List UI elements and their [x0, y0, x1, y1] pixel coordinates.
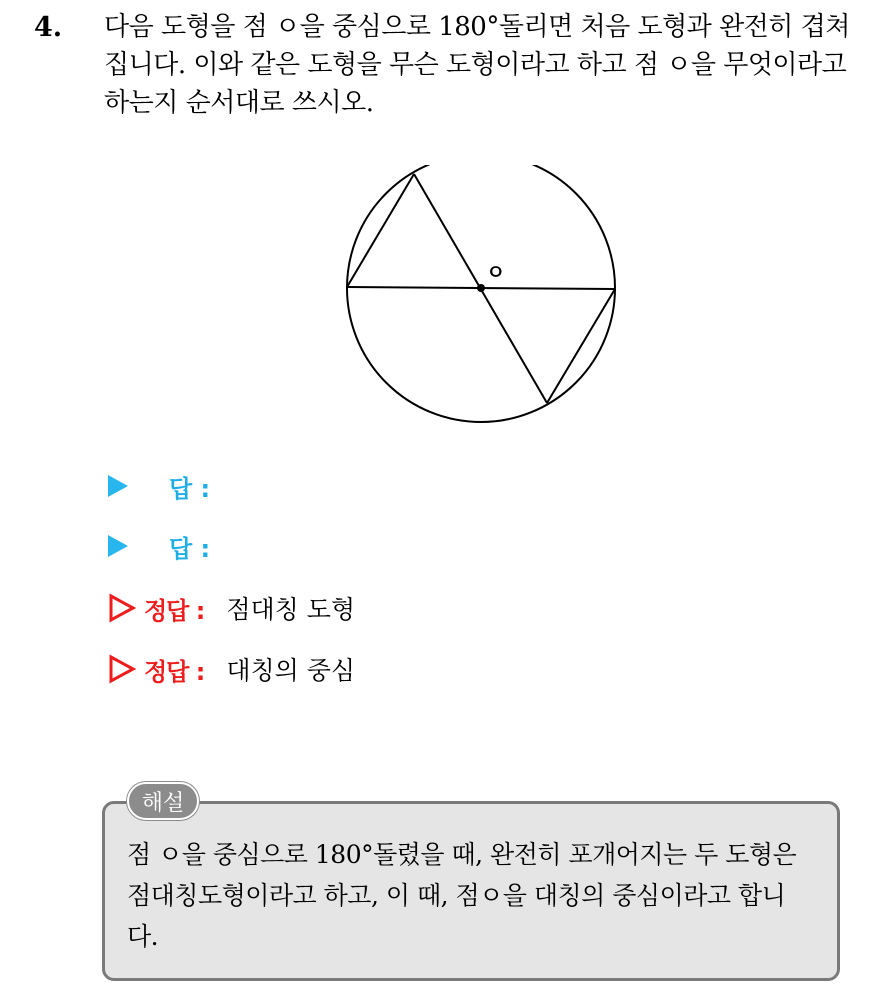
upper-triangle-left-side — [347, 174, 414, 287]
answer-marker-icon — [108, 475, 128, 497]
point-symmetry-figure — [340, 165, 625, 430]
correct-answer-value: 점대칭 도형 — [226, 595, 356, 624]
answer-label: 답 : — [169, 474, 211, 503]
correct-answer-label: 정답 : — [144, 596, 205, 625]
answer-marker-icon — [108, 535, 128, 557]
lower-triangle-right-side — [547, 289, 615, 403]
correct-marker-icon — [108, 593, 136, 623]
correct-answer-row — [108, 592, 355, 624]
center-label: ㅇ — [486, 260, 506, 284]
explanation-text: 점 ㅇ을 중심으로 180°돌렸을 때, 완전히 포개어지는 두 도형은 점대칭도형이라고 하고, 이 때, 점ㅇ을 대칭의 중심이라고 합니 다. — [127, 840, 797, 951]
circle — [347, 165, 615, 422]
correct-answer-label: 정답 : — [144, 657, 205, 686]
question-text: 다음 도형을 점 ㅇ을 중심으로 180°돌리면 처음 도형과 완전히 겹쳐 집니다. 이와 같은 도형을 무슨 도형이라고 하고 점 ㅇ을 무엇이라고 하는지 순서대로 쓰시오. — [104, 12, 850, 118]
explanation-box — [102, 801, 840, 981]
question-number: 4. — [34, 12, 63, 43]
answer-label: 답 : — [169, 534, 211, 563]
center-point — [477, 284, 485, 292]
answer-row — [108, 470, 232, 502]
correct-answer-value: 대칭의 중심 — [226, 656, 356, 685]
correct-answer-row — [108, 653, 355, 685]
explanation-tag: 해설 — [127, 782, 199, 820]
answer-row — [108, 530, 232, 562]
correct-marker-icon — [108, 654, 136, 684]
